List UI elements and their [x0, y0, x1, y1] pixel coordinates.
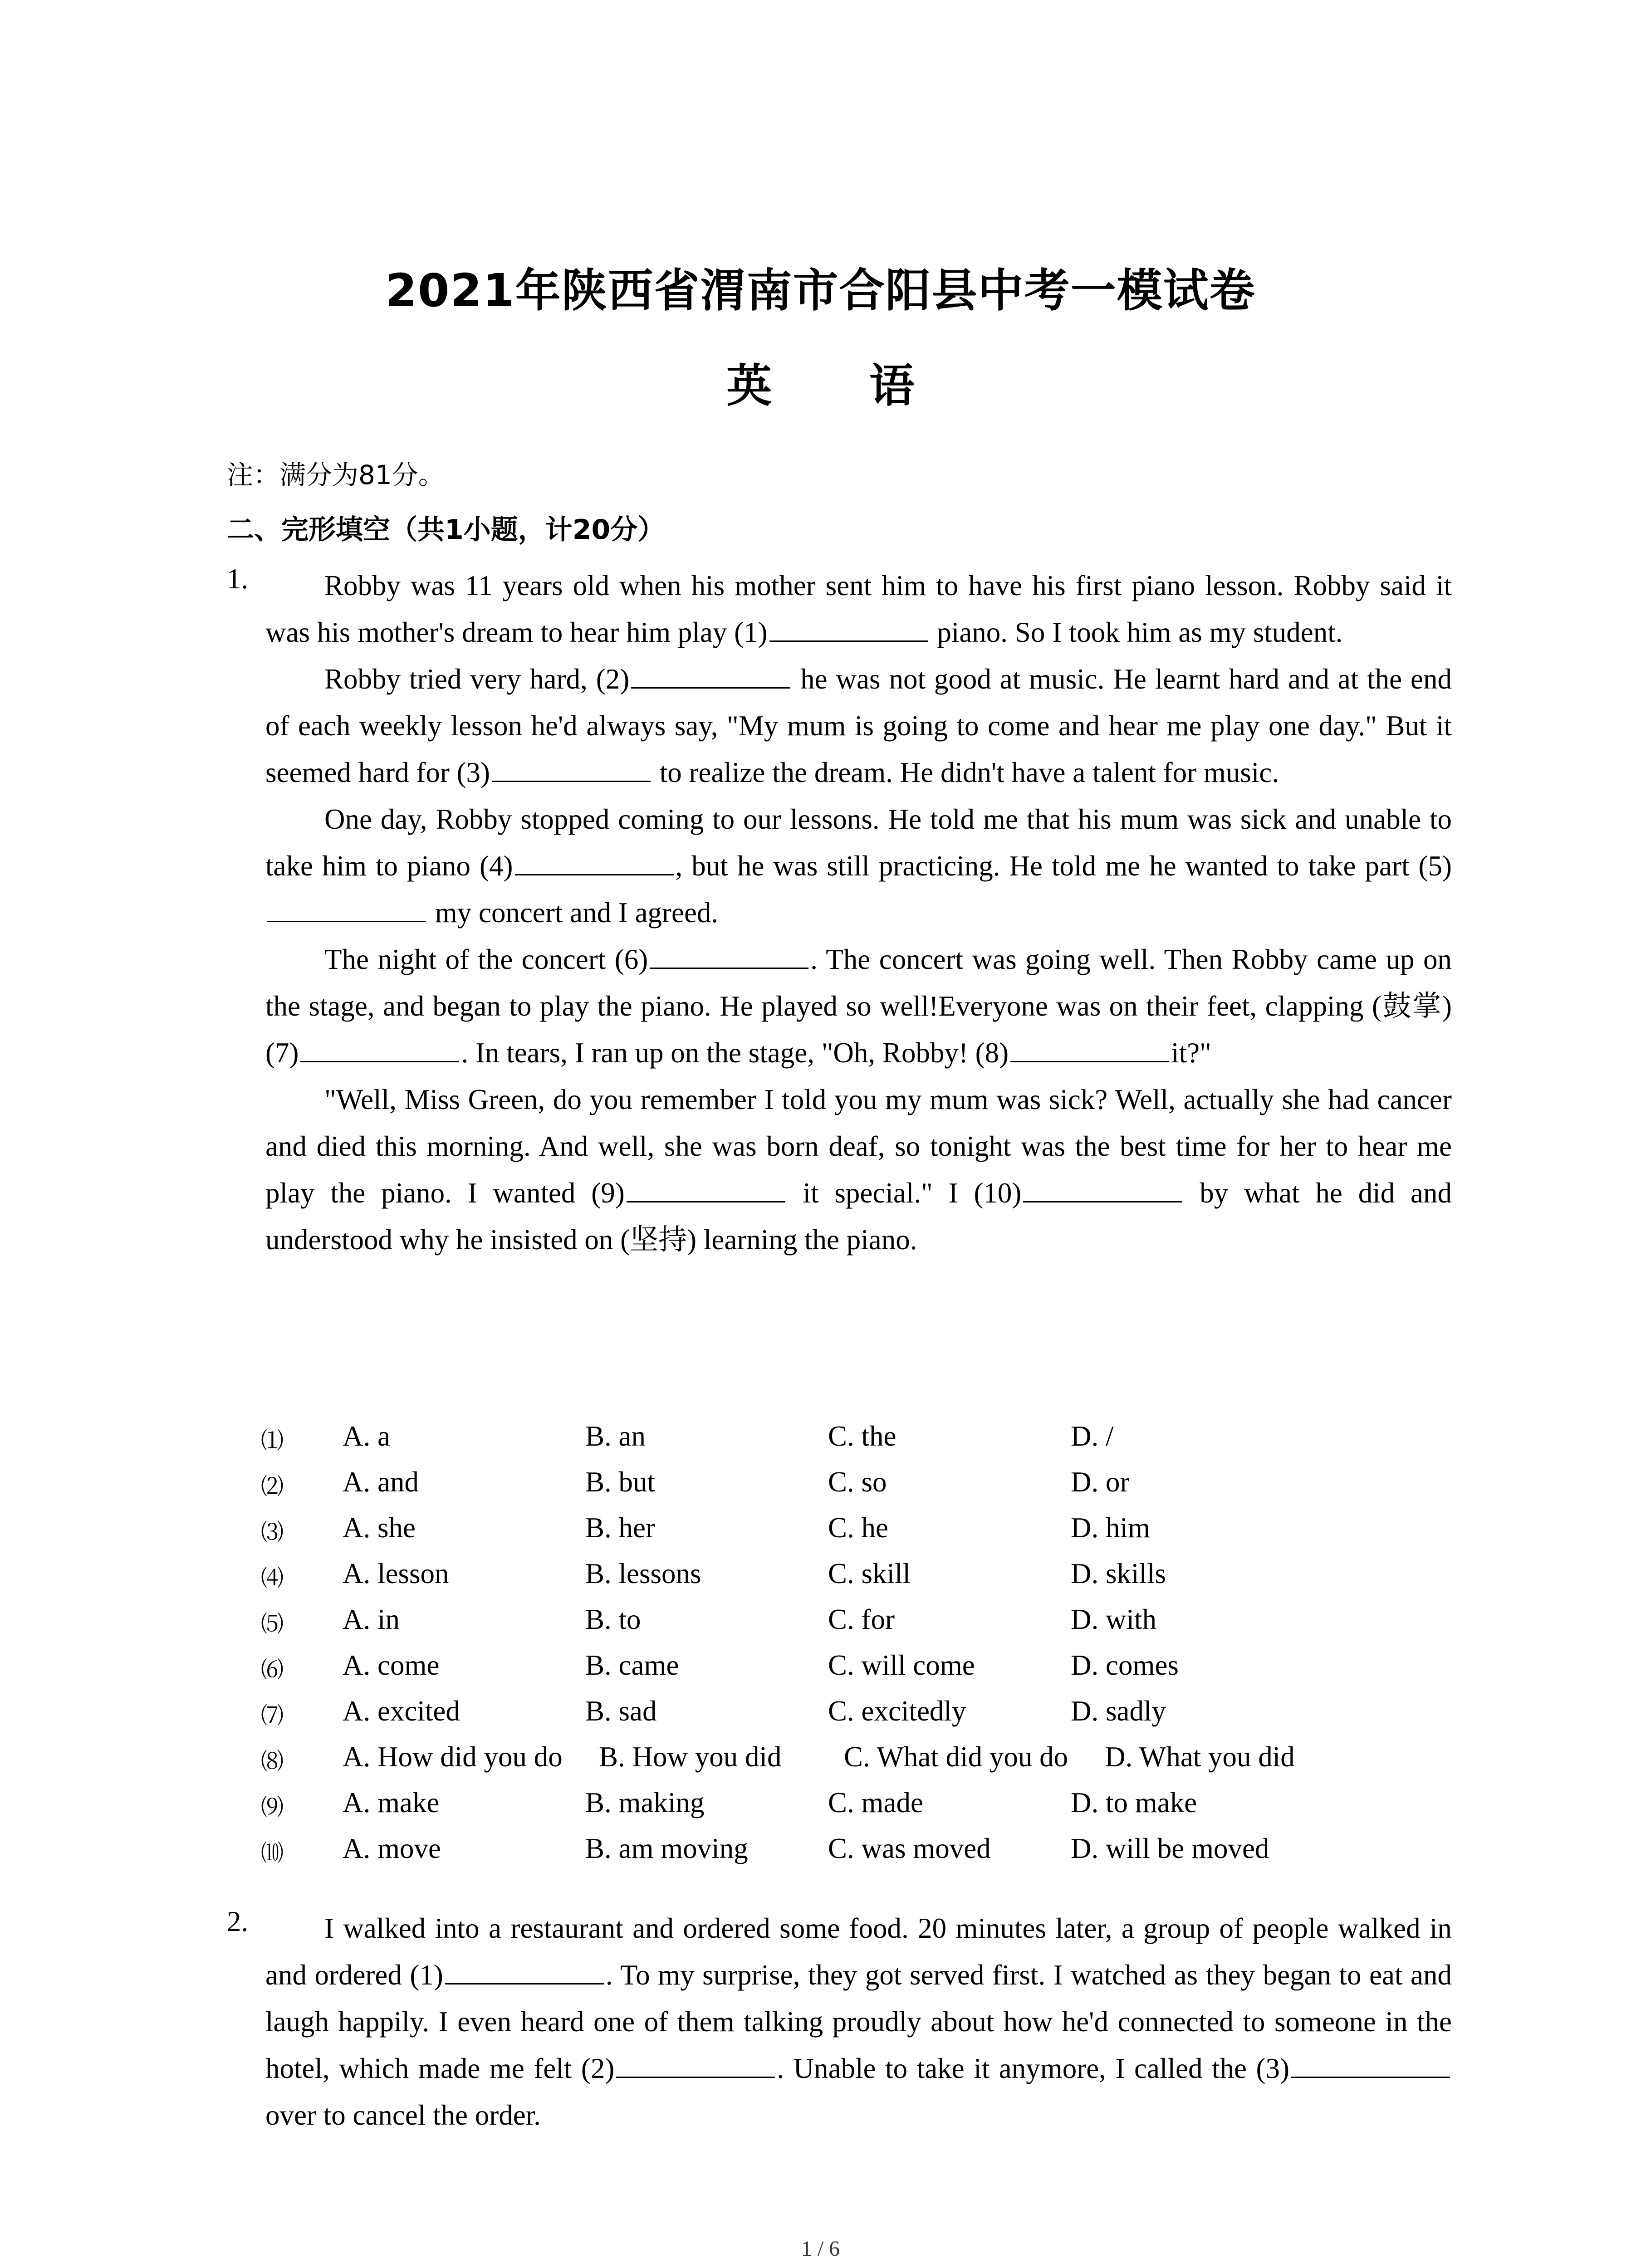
passage-paragraph — [265, 1905, 1452, 2139]
option-c[interactable]: C. will come — [828, 1649, 975, 1681]
option-row — [261, 1832, 1440, 1878]
answer-blank[interactable] — [492, 757, 651, 782]
answer-blank[interactable] — [300, 1037, 459, 1062]
answer-blank[interactable] — [267, 897, 426, 922]
question-passage — [265, 1905, 1452, 2139]
option-row — [261, 1786, 1440, 1832]
passage-paragraph — [265, 796, 1452, 936]
passage-text: he was not good at music. He learnt hard and at the end of each weekly lesson he'd always say, "My mum is going to come and hear me play one day." But it seemed hard for (3) — [265, 663, 1452, 788]
option-d[interactable]: D. What you did — [1105, 1741, 1295, 1773]
passage-text: by what he did and understood why he insisted on (坚持) learning the piano. — [265, 1177, 1452, 1256]
option-a[interactable]: A. and — [343, 1466, 419, 1498]
option-row — [261, 1649, 1440, 1695]
option-row — [261, 1511, 1440, 1557]
options-list — [261, 1420, 1440, 1878]
option-a[interactable]: A. move — [343, 1833, 441, 1864]
exam-title: 2021年陕西省渭南市合阳县中考一模试卷 — [385, 264, 1256, 317]
passage-paragraph — [265, 656, 1452, 796]
option-b[interactable]: B. but — [585, 1466, 656, 1498]
answer-blank[interactable] — [1023, 1178, 1182, 1202]
option-d[interactable]: D. to make — [1071, 1787, 1197, 1818]
option-b[interactable]: B. making — [585, 1787, 705, 1818]
section-heading: 二、完形填空（共1小题，计20分） — [227, 514, 665, 546]
passage-text: my concert and I agreed. — [428, 897, 719, 929]
option-d[interactable]: D. with — [1071, 1603, 1156, 1635]
option-c[interactable]: C. What did you do — [844, 1741, 1068, 1773]
passage-text: over to cancel the order. — [265, 2099, 541, 2131]
option-row — [261, 1557, 1440, 1603]
option-c[interactable]: C. was moved — [828, 1833, 991, 1864]
answer-blank[interactable] — [650, 944, 808, 969]
option-number: ⑴ — [261, 1427, 284, 1454]
option-number: ⑷ — [261, 1565, 284, 1591]
exam-subject: 英 语 — [726, 359, 955, 412]
option-b[interactable]: B. to — [585, 1603, 641, 1635]
passage-text: "Well, Miss Green, do you remember I told you my mum was sick? Well, actually she had cancer and died this morning. And well, she was born deaf, so tonight was the best time for her to hear me play the piano. I wanted (9) — [265, 1084, 1452, 1209]
answer-blank[interactable] — [769, 617, 928, 642]
option-row — [261, 1695, 1440, 1740]
option-d[interactable]: D. him — [1071, 1512, 1151, 1544]
passage-paragraph — [265, 936, 1452, 1076]
option-d[interactable]: D. will be moved — [1071, 1833, 1269, 1864]
answer-blank[interactable] — [1010, 1037, 1169, 1062]
passage-paragraph — [265, 1076, 1452, 1263]
score-note: 注：满分为81分。 — [227, 459, 445, 490]
option-a[interactable]: A. excited — [343, 1695, 460, 1727]
passage-text: piano. So I took him as my student. — [930, 616, 1343, 648]
option-b[interactable]: B. came — [585, 1649, 679, 1681]
option-row — [261, 1420, 1440, 1466]
answer-blank[interactable] — [1291, 2053, 1450, 2078]
option-number: ⑽ — [261, 1840, 284, 1866]
option-number: ⑼ — [261, 1794, 284, 1820]
option-a[interactable]: A. come — [343, 1649, 440, 1681]
question-number: 1. — [227, 563, 249, 595]
option-a[interactable]: A. How did you do — [343, 1741, 563, 1773]
option-a[interactable]: A. lesson — [343, 1558, 449, 1589]
option-number: ⑺ — [261, 1702, 284, 1729]
page-number: 1 / 6 — [801, 2237, 840, 2261]
question-number: 2. — [227, 1906, 249, 1937]
option-d[interactable]: D. comes — [1071, 1649, 1179, 1681]
option-c[interactable]: C. for — [828, 1603, 895, 1635]
option-d[interactable]: D. / — [1071, 1420, 1114, 1452]
option-b[interactable]: B. sad — [585, 1695, 657, 1727]
option-row — [261, 1740, 1440, 1786]
question-2 — [227, 1905, 1452, 2139]
option-number: ⑶ — [261, 1519, 284, 1545]
passage-text: it?" — [1171, 1037, 1211, 1069]
option-a[interactable]: A. make — [343, 1787, 440, 1818]
option-number: ⑹ — [261, 1657, 284, 1683]
answer-blank[interactable] — [627, 1178, 785, 1202]
question-passage — [265, 562, 1452, 1263]
option-number: ⑸ — [261, 1611, 284, 1637]
option-number: ⑵ — [261, 1473, 284, 1500]
passage-text: to realize the dream. He didn't have a talent for music. — [652, 757, 1279, 788]
option-b[interactable]: B. lessons — [585, 1558, 701, 1589]
option-b[interactable]: B. am moving — [585, 1833, 748, 1864]
passage-text: Robby was 11 years old when his mother sent him to have his first piano lesson. Robby said it was his mother's dream to hear him play (1) — [265, 570, 1452, 648]
answer-blank[interactable] — [631, 664, 790, 689]
question-1 — [227, 562, 1452, 1263]
option-c[interactable]: C. so — [828, 1466, 887, 1498]
option-b[interactable]: B. her — [585, 1512, 655, 1544]
option-number: ⑻ — [261, 1748, 284, 1774]
passage-text: it special." I (10) — [787, 1177, 1022, 1209]
passage-text: I walked into a restaurant and ordered some food. 20 minutes later, a group of people walked in and ordered (1) — [265, 1912, 1452, 1991]
passage-text: , but he was still practicing. He told me he wanted to take part (5) — [675, 850, 1452, 882]
passage-text: The night of the concert (6) — [324, 943, 648, 975]
option-c[interactable]: C. made — [828, 1787, 923, 1818]
option-a[interactable]: A. a — [343, 1420, 390, 1452]
option-d[interactable]: D. or — [1071, 1466, 1130, 1498]
passage-text: Robby tried very hard, (2) — [324, 663, 630, 695]
option-row — [261, 1603, 1440, 1649]
answer-blank[interactable] — [445, 1960, 604, 1984]
option-a[interactable]: A. she — [343, 1512, 416, 1544]
passage-text: . To my surprise, they got served first. I watched as they began to eat and laugh happily. I even heard one of them talking proudly about how he'd connected to someone in the hotel, which made me felt (2) — [265, 1959, 1452, 2084]
answer-blank[interactable] — [616, 2053, 775, 2078]
option-c[interactable]: C. the — [828, 1420, 896, 1452]
option-a[interactable]: A. in — [343, 1603, 400, 1635]
answer-blank[interactable] — [515, 850, 674, 875]
option-d[interactable]: D. skills — [1071, 1558, 1166, 1589]
option-b[interactable]: B. How you did — [599, 1741, 782, 1773]
option-d[interactable]: D. sadly — [1071, 1695, 1166, 1727]
passage-text: . The concert was going well. Then Robby came up on the stage, and began to play the piano. He played so well!Everyone was on their feet, clapping (鼓掌) (7) — [265, 943, 1452, 1069]
option-c[interactable]: C. he — [828, 1512, 888, 1544]
option-b[interactable]: B. an — [585, 1420, 646, 1452]
passage-text: . In tears, I ran up on the stage, "Oh, Robby! (8) — [461, 1037, 1009, 1069]
passage-text: One day, Robby stopped coming to our lessons. He told me that his mum was sick and unable to take him to piano (4) — [265, 803, 1452, 882]
option-row — [261, 1466, 1440, 1511]
option-c[interactable]: C. skill — [828, 1558, 911, 1589]
passage-paragraph — [265, 562, 1452, 656]
option-c[interactable]: C. excitedly — [828, 1695, 966, 1727]
passage-text: . Unable to take it anymore, I called the (3) — [777, 2053, 1290, 2084]
